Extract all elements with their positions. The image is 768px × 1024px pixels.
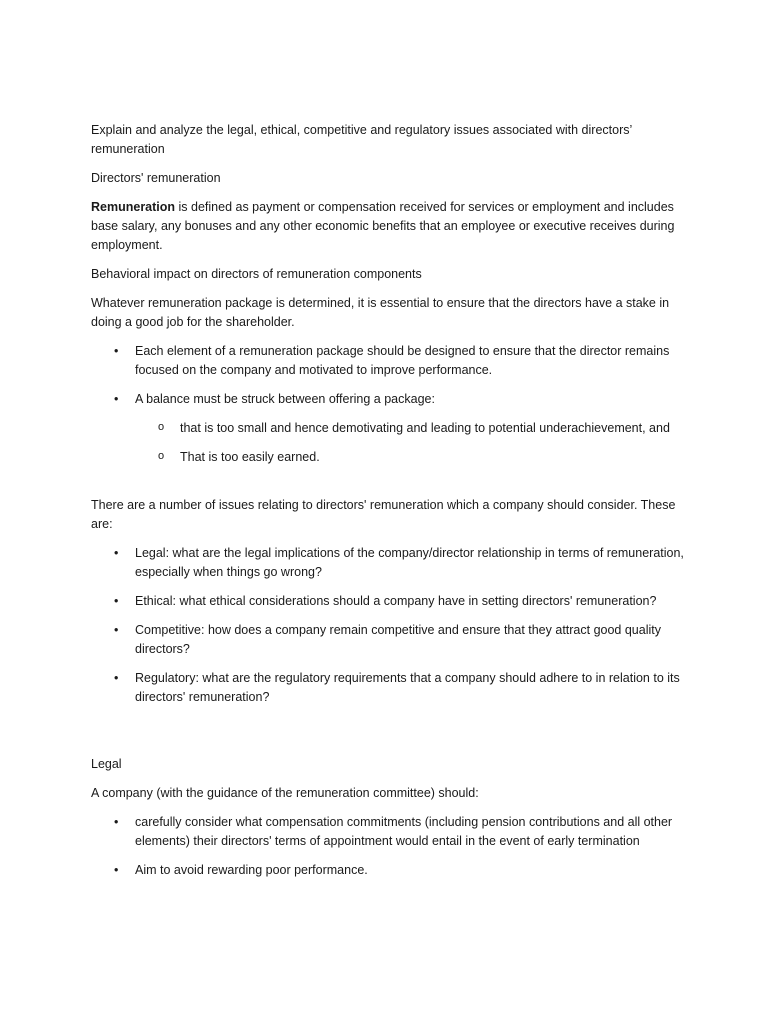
sub-list-item-text: That is too easily earned. <box>180 450 320 464</box>
spacer <box>91 477 691 496</box>
issues-bullet-list <box>91 544 691 707</box>
sub-bullet-marker: o <box>158 450 165 462</box>
list-item <box>91 621 691 659</box>
bullet-marker: • <box>114 546 119 560</box>
balance-sub-list <box>135 419 691 467</box>
list-item-text: Regulatory: what are the regulatory requirements that a company should adhere to in relation to its directors' remuneration? <box>135 671 680 704</box>
list-item-text: Ethical: what ethical considerations should a company have in setting directors' remuneration? <box>135 594 657 608</box>
sub-bullet-marker: o <box>158 421 165 433</box>
paragraph-legal: A company (with the guidance of the remuneration committee) should: <box>91 786 479 800</box>
list-item-text: Competitive: how does a company remain competitive and ensure that they attract good quality directors? <box>135 623 661 656</box>
list-item <box>91 592 691 611</box>
heading-legal: Legal <box>91 757 122 771</box>
sub-list-item <box>135 448 691 467</box>
list-item-text: Aim to avoid rewarding poor performance. <box>135 863 368 877</box>
definition-text: is defined as payment or compensation received for services or employment and includes base salary, any bonuses and any other economic benefits that an employee or executive receives during employment. <box>91 200 675 252</box>
definition-term: Remuneration <box>91 200 176 214</box>
bullet-marker: • <box>114 344 119 358</box>
list-item-text: Each element of a remuneration package should be designed to ensure that the director remains focused on the company and motivated to improve performance. <box>135 344 670 377</box>
bullet-marker: • <box>114 815 119 829</box>
paragraph-issues: There are a number of issues relating to directors' remuneration which a company should consider. These are: <box>91 498 676 531</box>
bullet-marker: • <box>114 671 119 685</box>
list-item <box>91 342 691 380</box>
bullet-marker: • <box>114 594 119 608</box>
list-item <box>91 544 691 582</box>
list-item <box>91 390 691 467</box>
list-item <box>91 861 691 880</box>
heading-behavioral-impact: Behavioral impact on directors of remuneration components <box>91 267 422 281</box>
behavioral-bullet-list <box>91 342 691 467</box>
sub-list-item <box>135 419 691 438</box>
paragraph-package: Whatever remuneration package is determined, it is essential to ensure that the directors have a stake in doing a good job for the shareholder. <box>91 296 670 329</box>
list-item-text: carefully consider what compensation commitments (including pension contributions and all other elements) their directors' terms of appointment would entail in the event of early termination <box>135 815 673 848</box>
list-item-text: Legal: what are the legal implications of the company/director relationship in terms of remuneration, especially when things go wrong? <box>135 546 684 579</box>
list-item <box>91 669 691 707</box>
bullet-marker: • <box>114 623 119 637</box>
heading-directors-remuneration: Directors' remuneration <box>91 171 221 185</box>
remuneration-definition <box>91 198 691 255</box>
spacer <box>91 717 691 755</box>
sub-list-item-text: that is too small and hence demotivating and leading to potential underachievement, and <box>180 421 670 435</box>
bullet-marker: • <box>114 392 119 406</box>
document-title: Explain and analyze the legal, ethical, competitive and regulatory issues associated with directors’ remuneration <box>91 123 632 156</box>
list-item <box>91 813 691 851</box>
bullet-marker: • <box>114 863 119 877</box>
legal-bullet-list <box>91 813 691 880</box>
document-body <box>91 121 691 890</box>
list-item-text: A balance must be struck between offering a package: <box>135 392 435 406</box>
